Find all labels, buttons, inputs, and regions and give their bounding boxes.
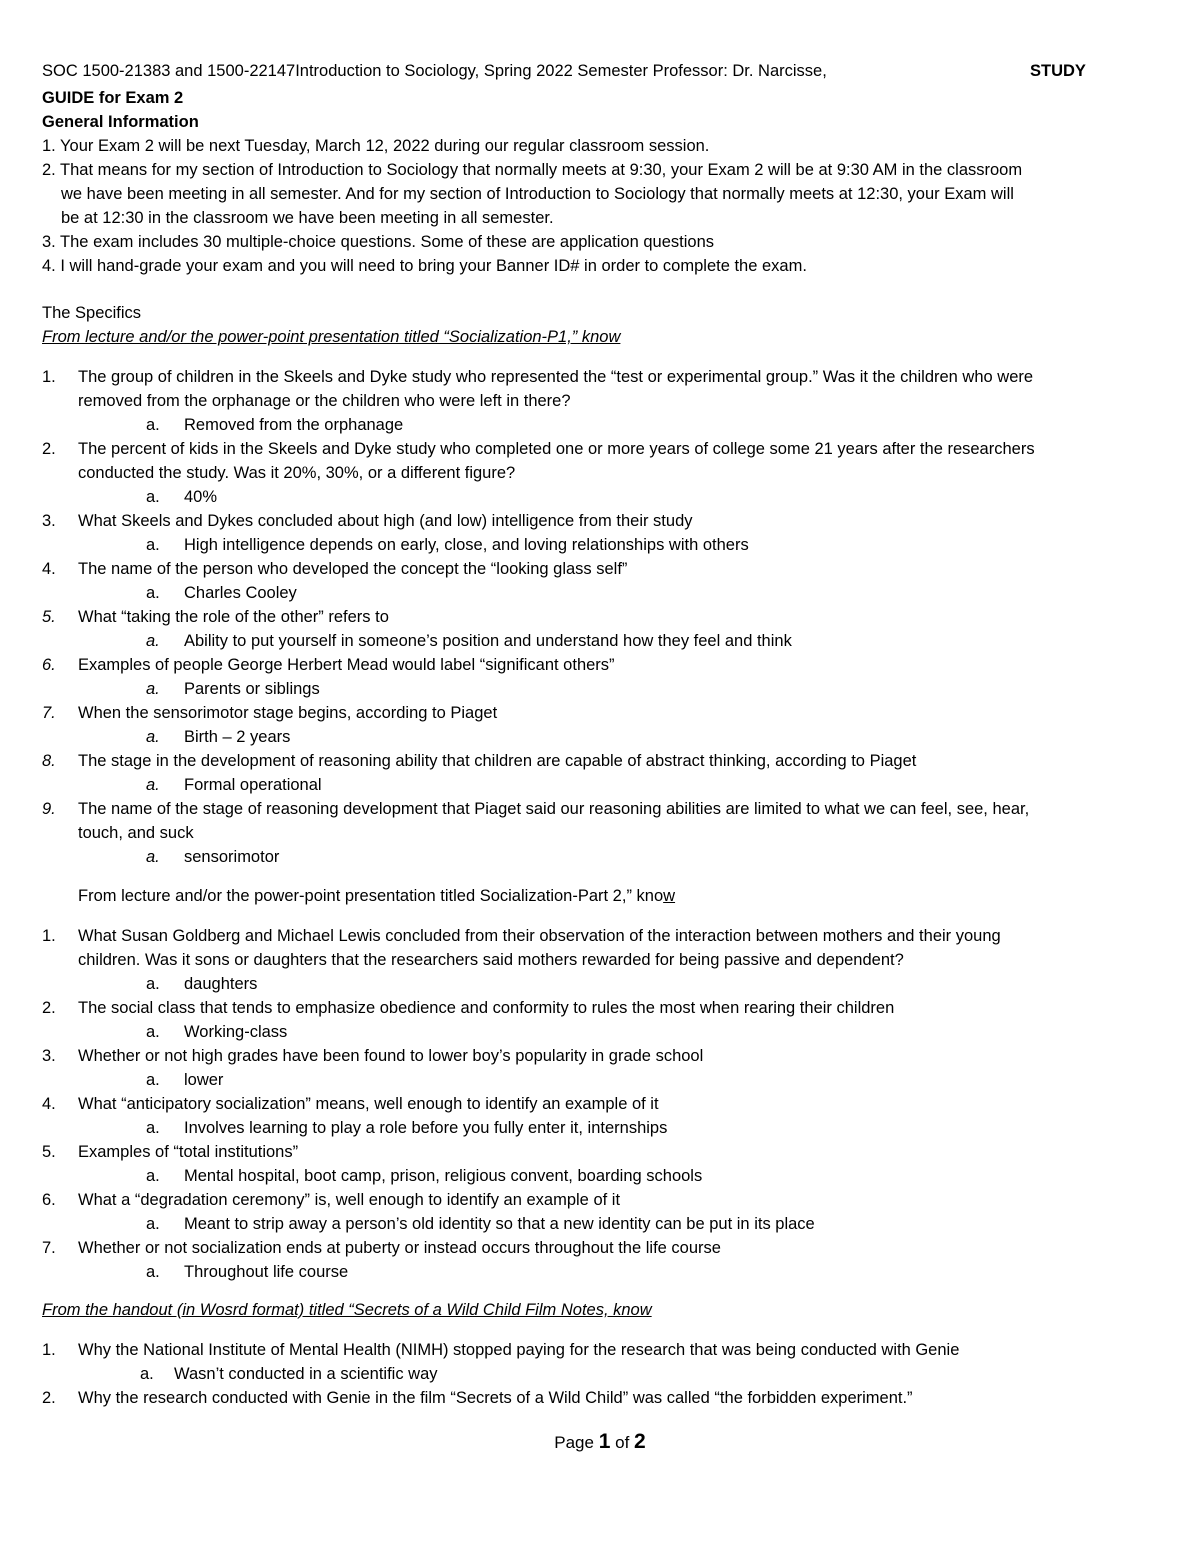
s1-q5-answer-letter: a. — [146, 632, 160, 650]
s2-q6-answer-letter: a. — [146, 1215, 160, 1233]
s1-q4-answer-letter: a. — [146, 584, 160, 602]
s2-q6-answer: Meant to strip away a person’s old identity so that a new identity can be put in its place — [184, 1215, 815, 1233]
header-study: STUDY — [1030, 62, 1086, 80]
s2-q5-answer-letter: a. — [146, 1167, 160, 1185]
s2-q1-answer: daughters — [184, 975, 258, 993]
s3-q1-answer-letter: a. — [140, 1365, 154, 1383]
s2-q5-number: 5. — [42, 1143, 56, 1161]
s1-q5-text-1: What “taking the role of the other” refers to — [78, 608, 389, 626]
s1-q2-answer: 40% — [184, 488, 218, 506]
s2-q4-answer-letter: a. — [146, 1119, 160, 1137]
s2-q1-text-1: What Susan Goldberg and Michael Lewis concluded from their observation of the interaction between mothers and their young — [78, 927, 1001, 945]
s1-q8-text-1: The stage in the development of reasoning ability that children are capable of abstract thinking, according to Piaget — [78, 752, 917, 770]
s1-q1-answer-letter: a. — [146, 416, 160, 434]
s3-q2-number: 2. — [42, 1389, 56, 1407]
footer-total-pages: 2 — [634, 1430, 646, 1453]
general-item-4: 4. I will hand-grade your exam and you will need to bring your Banner ID# in order to complete the exam. — [42, 257, 807, 275]
s1-q4-text-1: The name of the person who developed the concept the “looking glass self” — [78, 560, 628, 578]
header-guide: GUIDE for Exam 2 — [42, 89, 184, 107]
s3-q1-answer: Wasn’t conducted in a scientific way — [174, 1365, 438, 1383]
s2-q4-number: 4. — [42, 1095, 56, 1113]
general-item-2-line-2: we have been meeting in all semester. And for my section of Introduction to Sociology that normally meets at 12:30, your Exam will — [61, 185, 1014, 203]
s1-q8-answer: Formal operational — [184, 776, 322, 794]
header-line-1 — [42, 59, 1162, 83]
s2-q5-text-1: Examples of “total institutions” — [78, 1143, 299, 1161]
s1-q6-answer-letter: a. — [146, 680, 160, 698]
s1-q4-answer: Charles Cooley — [184, 584, 297, 602]
s1-q2-number: 2. — [42, 440, 56, 458]
s2-q3-text-1: Whether or not high grades have been found to lower boy’s popularity in grade school — [78, 1047, 704, 1065]
general-info-heading: General Information — [42, 113, 199, 131]
s1-q1-answer: Removed from the orphanage — [184, 416, 404, 434]
general-item-1: 1. Your Exam 2 will be next Tuesday, March 12, 2022 during our regular classroom session. — [42, 137, 710, 155]
s2-q4-text-1: What “anticipatory socialization” means, well enough to identify an example of it — [78, 1095, 659, 1113]
s2-q1-number: 1. — [42, 927, 56, 945]
page-footer — [0, 1430, 1200, 1454]
general-item-2-line-1: 2. That means for my section of Introduction to Sociology that normally meets at 9:30, your Exam 2 will be at 9:30 AM in the classroom — [42, 161, 1023, 179]
s3-q2-text-1: Why the research conducted with Genie in the film “Secrets of a Wild Child” was called “the forbidden experiment.” — [78, 1389, 913, 1407]
s1-q9-text-2: touch, and suck — [78, 824, 194, 842]
s1-q1-number: 1. — [42, 368, 56, 386]
section-3-heading: From the handout (in Wosrd format) titled “Secrets of a Wild Child Film Notes, know — [42, 1301, 652, 1319]
footer-of-word: of — [615, 1433, 630, 1452]
s1-q6-number: 6. — [42, 656, 56, 674]
s1-q7-answer: Birth – 2 years — [184, 728, 291, 746]
s1-q3-text-1: What Skeels and Dykes concluded about high (and low) intelligence from their study — [78, 512, 693, 530]
s2-q7-answer-letter: a. — [146, 1263, 160, 1281]
footer-page-word: Page — [554, 1433, 594, 1452]
s2-q1-answer-letter: a. — [146, 975, 160, 993]
s1-q2-text-1: The percent of kids in the Skeels and Dyke study who completed one or more years of college some 21 years after the researchers — [78, 440, 1035, 458]
s1-q3-number: 3. — [42, 512, 56, 530]
course-title: SOC 1500-21383 and 1500-22147Introduction to Sociology, Spring 2022 Semester Professor: Dr. Narcisse, — [42, 62, 827, 80]
s2-q2-number: 2. — [42, 999, 56, 1017]
s1-q9-answer: sensorimotor — [184, 848, 280, 866]
general-item-2-line-3: be at 12:30 in the classroom we have been meeting in all semester. — [61, 209, 554, 227]
s1-q6-answer: Parents or siblings — [184, 680, 320, 698]
section-1-heading: From lecture and/or the power-point presentation titled “Socialization-P1,” know — [42, 328, 621, 346]
s2-q3-answer-letter: a. — [146, 1071, 160, 1089]
s2-q2-text-1: The social class that tends to emphasize obedience and conformity to rules the most when rearing their children — [78, 999, 895, 1017]
s1-q7-text-1: When the sensorimotor stage begins, according to Piaget — [78, 704, 498, 722]
s2-q2-answer-letter: a. — [146, 1023, 160, 1041]
s3-q1-number: 1. — [42, 1341, 56, 1359]
general-item-3: 3. The exam includes 30 multiple-choice questions. Some of these are application questions — [42, 233, 715, 251]
s1-q3-answer: High intelligence depends on early, close, and loving relationships with others — [184, 536, 749, 554]
s2-q1-text-2: children. Was it sons or daughters that the researchers said mothers rewarded for being passive and dependent? — [78, 951, 904, 969]
s1-q1-text-1: The group of children in the Skeels and Dyke study who represented the “test or experimental group.” Was it the children who were — [78, 368, 1034, 386]
s1-q3-answer-letter: a. — [146, 536, 160, 554]
s1-q9-number: 9. — [42, 800, 56, 818]
s1-q2-answer-letter: a. — [146, 488, 160, 506]
s2-q4-answer: Involves learning to play a role before you fully enter it, internships — [184, 1119, 668, 1137]
s1-q2-text-2: conducted the study. Was it 20%, 30%, or a different figure? — [78, 464, 516, 482]
specifics-heading: The Specifics — [42, 304, 142, 322]
s1-q9-text-1: The name of the stage of reasoning development that Piaget said our reasoning abilities are limited to what we can feel, see, hear, — [78, 800, 1030, 818]
s2-q6-text-1: What a “degradation ceremony” is, well enough to identify an example of it — [78, 1191, 621, 1209]
s1-q7-number: 7. — [42, 704, 56, 722]
s1-q1-text-2: removed from the orphanage or the children who were left in there? — [78, 392, 571, 410]
s1-q7-answer-letter: a. — [146, 728, 160, 746]
s1-q4-number: 4. — [42, 560, 56, 578]
s2-q5-answer: Mental hospital, boot camp, prison, religious convent, boarding schools — [184, 1167, 703, 1185]
s1-q8-answer-letter: a. — [146, 776, 160, 794]
footer-current-page: 1 — [598, 1430, 611, 1453]
s1-q5-answer: Ability to put yourself in someone’s position and understand how they feel and think — [184, 632, 792, 650]
s1-q5-number: 5. — [42, 608, 56, 626]
s1-q8-number: 8. — [42, 752, 56, 770]
s2-q3-number: 3. — [42, 1047, 56, 1065]
s2-q7-text-1: Whether or not socialization ends at puberty or instead occurs throughout the life course — [78, 1239, 721, 1257]
s2-q7-number: 7. — [42, 1239, 56, 1257]
section-2-heading: From lecture and/or the power-point presentation titled Socialization-Part 2,” know — [78, 887, 676, 905]
s1-q6-text-1: Examples of people George Herbert Mead would label “significant others” — [78, 656, 615, 674]
s2-q6-number: 6. — [42, 1191, 56, 1209]
s2-q3-answer: lower — [184, 1071, 224, 1089]
s2-q2-answer: Working-class — [184, 1023, 288, 1041]
s1-q9-answer-letter: a. — [146, 848, 160, 866]
s3-q1-text-1: Why the National Institute of Mental Health (NIMH) stopped paying for the research that was being conducted with Genie — [78, 1341, 960, 1359]
s2-q7-answer: Throughout life course — [184, 1263, 349, 1281]
